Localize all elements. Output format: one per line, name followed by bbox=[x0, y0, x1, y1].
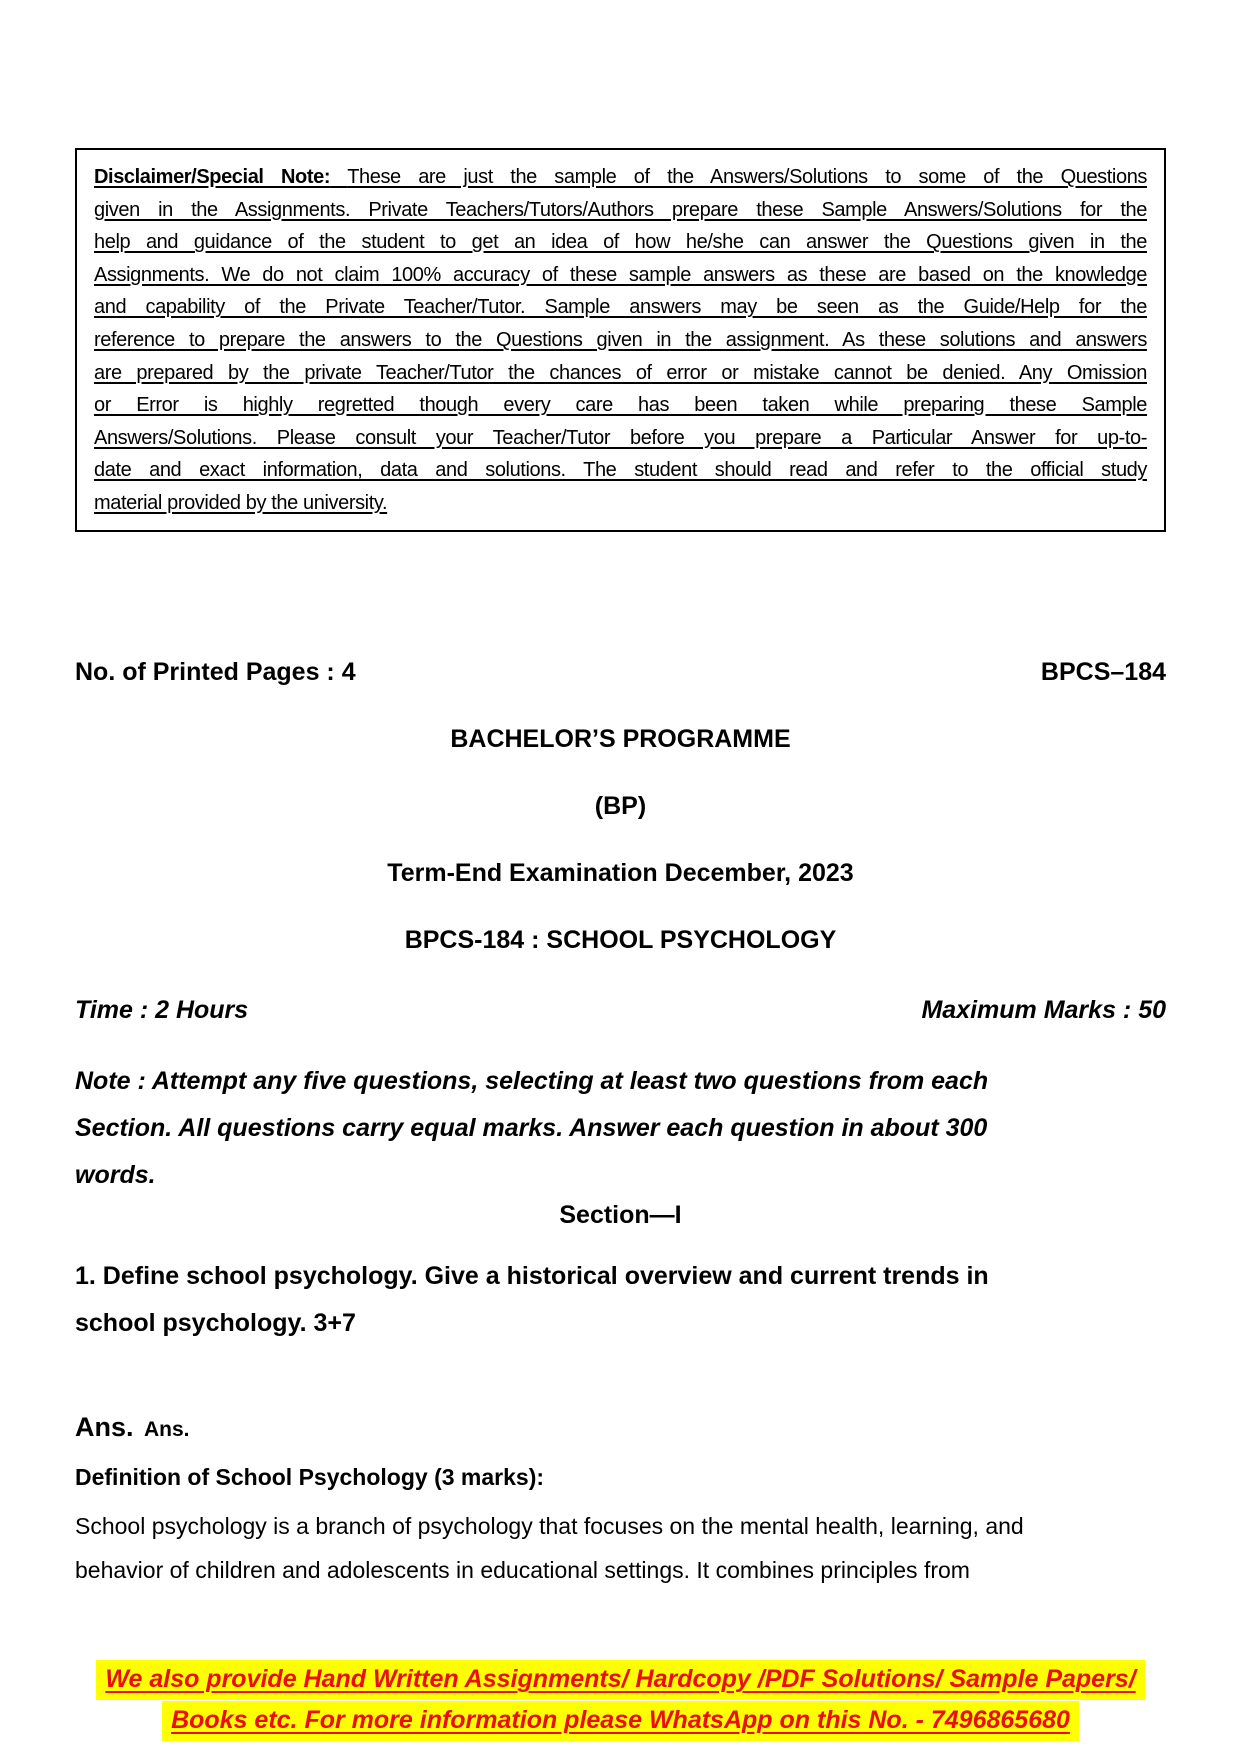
footer-line bbox=[75, 1701, 1166, 1741]
disclaimer-line: Assignments. We do not claim 100% accuracy of these sample answers as these are based on the knowledge bbox=[94, 263, 1147, 286]
footer-line bbox=[75, 1660, 1166, 1700]
answer-label-secondary: Ans. bbox=[143, 1418, 190, 1441]
course-title: BPCS-184 : SCHOOL PSYCHOLOGY bbox=[404, 926, 837, 954]
disclaimer-line: or Error is highly regretted though every care has been taken while preparing these Sample bbox=[94, 394, 1147, 417]
max-marks-label: Maximum Marks : 50 bbox=[921, 996, 1166, 1024]
question-line: school psychology. 3+7 bbox=[75, 1309, 356, 1337]
footer-highlight-text: We also provide Hand Written Assignments/ Hardcopy /PDF Solutions/ Sample Papers/ bbox=[96, 1660, 1144, 1700]
disclaimer-line: date and exact information, data and solutions. The student should read and refer to the official study bbox=[94, 459, 1147, 482]
printed-pages-label: No. of Printed Pages : 4 bbox=[75, 658, 356, 686]
disclaimer-line: given in the Assignments. Private Teachers/Tutors/Authors prepare these Sample Answers/Solutions for the bbox=[94, 198, 1147, 221]
note-paragraph bbox=[75, 1058, 1166, 1199]
section-heading: Section—I bbox=[559, 1201, 682, 1229]
answer-body bbox=[75, 1504, 1166, 1592]
programme-abbreviation: (BP) bbox=[594, 792, 647, 820]
disclaimer-box bbox=[75, 148, 1166, 532]
exam-title: Term-End Examination December, 2023 bbox=[387, 859, 854, 887]
disclaimer-line: are prepared by the private Teacher/Tutor the chances of error or mistake cannot be denied. Any Omission bbox=[94, 361, 1147, 384]
answer-body-line: behavior of children and adolescents in educational settings. It combines principles from bbox=[75, 1557, 970, 1583]
answer-label-row bbox=[75, 1412, 1166, 1443]
programme-title: BACHELOR’S PROGRAMME bbox=[450, 725, 791, 753]
disclaimer-lead: Disclaimer/Special Note: bbox=[94, 166, 331, 188]
disclaimer-line: reference to prepare the answers to the Questions given in the assignment. As these solutions and answers bbox=[94, 328, 1147, 351]
note-line: Note : Attempt any five questions, selecting at least two questions from each bbox=[75, 1067, 989, 1095]
time-label: Time : 2 Hours bbox=[75, 996, 249, 1024]
disclaimer-line-text: These are just the sample of the Answers/Solutions to some of the Questions bbox=[347, 166, 1148, 188]
footer-banner bbox=[75, 1660, 1166, 1742]
disclaimer-line: and capability of the Private Teacher/Tutor. Sample answers may be seen as the Guide/Help for the bbox=[94, 296, 1147, 319]
disclaimer-line: help and guidance of the student to get an idea of how he/she can answer the Questions given in the bbox=[94, 231, 1147, 254]
page-info-row bbox=[75, 658, 1166, 687]
disclaimer-line: Answers/Solutions. Please consult your Teacher/Tutor before you prepare a Particular Answer for up-to- bbox=[94, 426, 1147, 449]
disclaimer-line: material provided by the university. bbox=[94, 491, 388, 514]
footer-highlight-text: Books etc. For more information please WhatsApp on this No. - 7496865680 bbox=[162, 1701, 1079, 1741]
time-marks-row bbox=[75, 996, 1166, 1025]
note-line: words. bbox=[75, 1161, 156, 1189]
note-line: Section. All questions carry equal marks. Answer each question in about 300 bbox=[75, 1114, 988, 1142]
question-1 bbox=[75, 1253, 1166, 1347]
course-code: BPCS–184 bbox=[1040, 658, 1166, 686]
answer-label: Ans. bbox=[75, 1412, 134, 1442]
definition-heading: Definition of School Psychology (3 marks): bbox=[75, 1464, 545, 1490]
disclaimer-line bbox=[94, 161, 1147, 194]
answer-body-line: School psychology is a branch of psychology that focuses on the mental health, learning, and bbox=[75, 1513, 1024, 1539]
question-line: 1. Define school psychology. Give a historical overview and current trends in bbox=[75, 1262, 989, 1290]
